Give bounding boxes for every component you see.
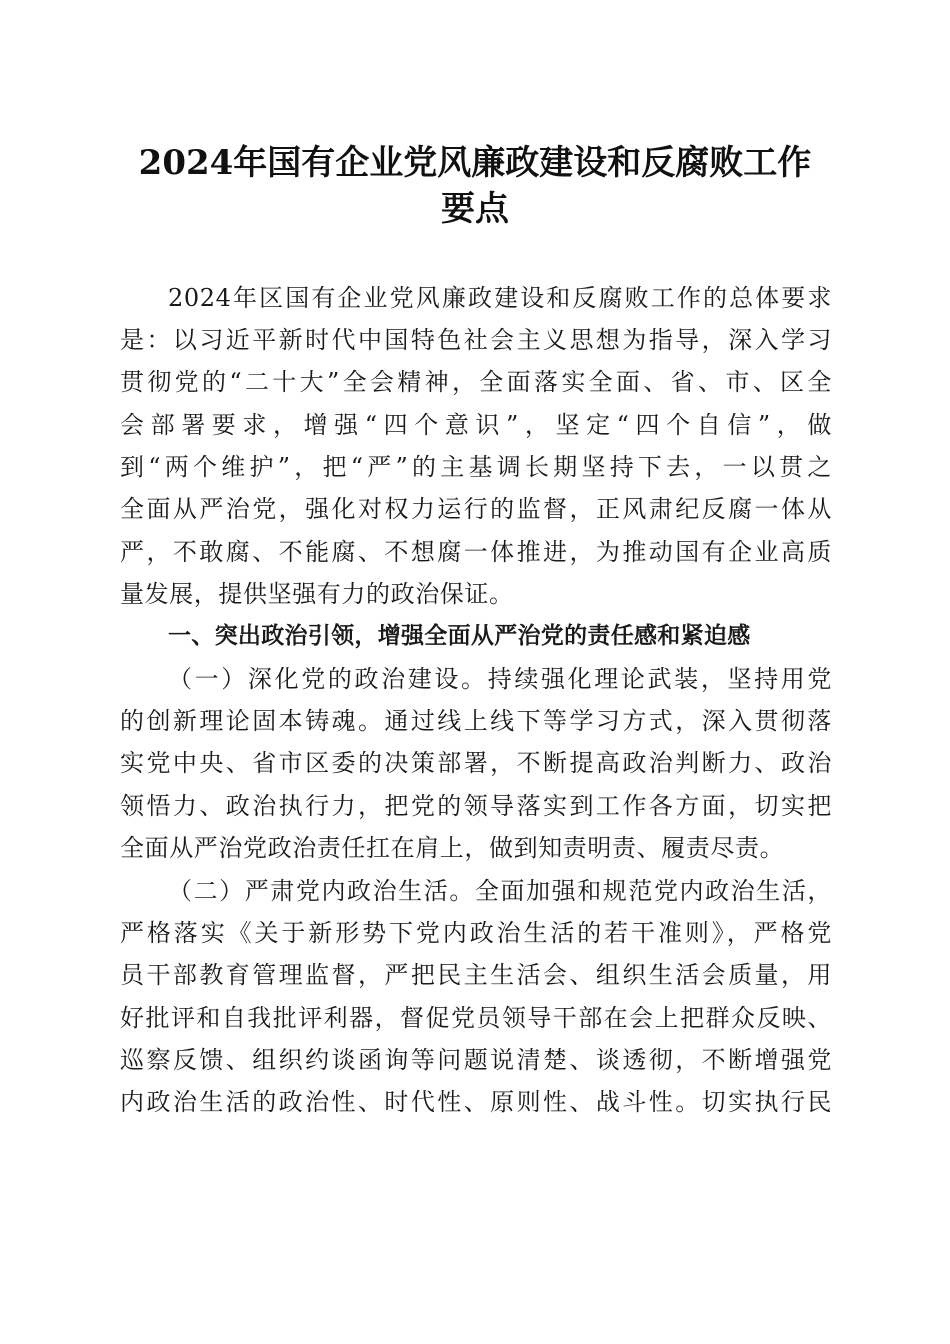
document-title-line-1: 2024年国有企业党风廉政建设和反腐败工作	[138, 143, 812, 183]
item-1-line-3: 实党中央、省市区委的决策部署，不断提高政治判断力、政治	[120, 749, 832, 777]
item-1-line-4: 领悟力、政治执行力，把党的领导落实到工作各方面，切实把	[120, 792, 832, 820]
intro-line-2: 是：以习近平新时代中国特色社会主义思想为指导，深入学习	[120, 326, 832, 354]
item-2-line-6: 内政治生活的政治性、时代性、原则性、战斗性。切实执行民	[120, 1088, 832, 1116]
item-2-line-5: 巡察反馈、组织约谈函询等问题说清楚、谈透彻，不断增强党	[120, 1046, 832, 1074]
intro-line-6: 全面从严治党，强化对权力运行的监督，正风肃纪反腐一体从	[120, 495, 832, 523]
section-heading-1: 一、突出政治引领，增强全面从严治党的责任感和紧迫感	[168, 623, 751, 649]
item-1-first-line-text: 持续强化理论武装，坚持用党	[487, 665, 832, 693]
item-2-line-2: 严格落实《关于新形势下党内政治生活的若干准则》，严格党	[120, 919, 832, 947]
document-title-line-2: 要点	[441, 189, 509, 229]
item-2-first-line	[168, 876, 832, 906]
item-1-line-2: 的创新理论固本铸魂。通过线上线下等学习方式，深入贯彻落	[120, 707, 832, 735]
item-1-label: （一）深化党的政治建设。	[168, 665, 488, 693]
intro-line-8: 量发展，提供坚强有力的政治保证。	[120, 580, 514, 608]
item-2-label: （二）严肃党内政治生活。	[168, 877, 475, 905]
intro-line-4: 会部署要求，增强“四个意识”，坚定“四个自信”，做	[120, 411, 832, 439]
intro-line-5: 到“两个维护”，把“严”的主基调长期坚持下去，一以贯之	[120, 453, 832, 481]
intro-line-3: 贯彻党的“二十大”全会精神，全面落实全面、省、市、区全	[120, 368, 832, 396]
intro-line-1: 2024年区国有企业党风廉政建设和反腐败工作的总体要求	[168, 284, 832, 312]
item-1-first-line	[168, 664, 832, 694]
item-2-line-3: 员干部教育管理监督，严把民主生活会、组织生活会质量，用	[120, 961, 832, 989]
intro-line-7: 严，不敢腐、不能腐、不想腐一体推进，为推动国有企业高质	[120, 538, 832, 566]
item-2-line-4: 好批评和自我批评利器，督促党员领导干部在会上把群众反映、	[120, 1004, 832, 1032]
item-2-first-line-text: 全面加强和规范党内政治生活，	[474, 877, 833, 905]
item-1-line-5: 全面从严治党政治责任扛在肩上，做到知责明责、履责尽责。	[120, 834, 785, 862]
